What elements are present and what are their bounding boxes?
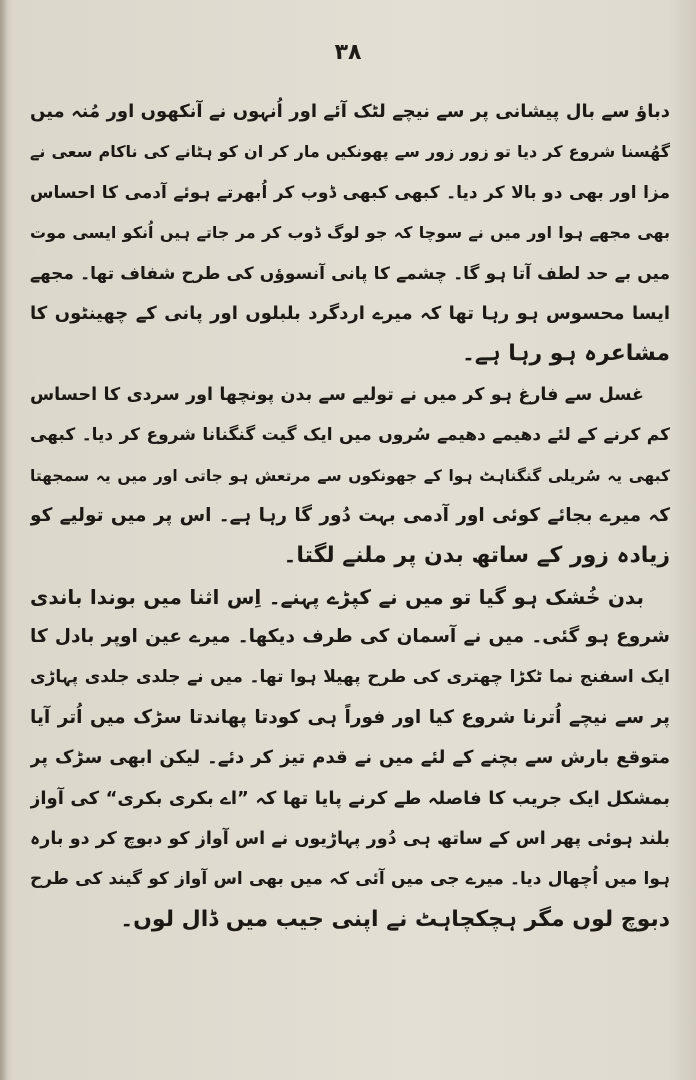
page-body-text [30, 92, 670, 940]
text-line: مزا اور بھی دو بالا کر دیا۔ کبھی کبھی ڈوب کر اُبھرتے ہوئے آدمی کا احساس [30, 182, 670, 203]
text-line: بھی مجھے ہوا اور میں نے سوچا کہ جو لوگ ڈوب کر مر جاتے ہیں اُنکو ایسی موت [30, 223, 670, 243]
text-line: ہوا میں اُچھال دیا۔ میرے جی میں آئی کہ میں بھی اس آواز کو گیند کی طرح [30, 869, 670, 890]
text-line: ایک اسفنج نما ٹکڑا چھتری کی طرح پھیلا ہوا تھا۔ میں نے جلدی جلدی پہاڑی [30, 667, 670, 688]
page-edge-shadow [0, 0, 8, 1080]
text-line: بلند ہوئی پھر اس کے ساتھ ہی دُور پہاڑیوں نے اس آواز کو دبوچ کر دو بارہ [30, 829, 670, 850]
text-line: میں بے حد لطف آتا ہو گا۔ چشمے کا پانی آنسوؤں کی طرح شفاف تھا۔ مجھے [30, 263, 670, 284]
text-line: بدن خُشک ہو گیا تو میں نے کپڑے پہنے۔ اِس اثنا میں بوندا باندی [30, 584, 644, 609]
text-line: متوقع بارش سے بچنے کے لئے میں نے قدم تیز کر دئے۔ لیکن ابھی سڑک پر [30, 747, 670, 769]
text-line: گھُسنا شروع کر دیا تو زور زور سے پھونکیں مار کر ان کو ہٹانے کی ناکام سعی نے [30, 142, 670, 162]
text-line: کم کرنے کے لئے دھیمے دھیمے سُروں میں ایک گیت گنگنانا شروع کر دیا۔ کبھی [30, 425, 670, 446]
text-line: کبھی یہ سُریلی گنگناہٹ ہوا کے جھونکوں سے مرتعش ہو جاتی اور میں یہ سمجھتا [30, 466, 670, 485]
text-line: شروع ہو گئی۔ میں نے آسمان کی طرف دیکھا۔ میرے عین اوپر بادل کا [30, 626, 670, 648]
text-line: دباؤ سے بال پیشانی پر سے نیچے لٹک آئے اور اُنہوں نے آنکھوں اور مُنہ میں [30, 101, 670, 122]
text-line: ایسا محسوس ہو رہا تھا کہ میرے اردگرد بلبلوں اور پانی کے چھینٹوں کا [30, 302, 670, 324]
text-line: پر سے نیچے اُترنا شروع کیا اور فوراً ہی کودتا پھاندتا سڑک میں اُتر آیا [30, 706, 670, 728]
page-number: ۳۸ [334, 40, 362, 65]
text-line: دبوچ لوں مگر ہچکچاہٹ نے اپنی جیب میں ڈال لوں۔ [120, 906, 670, 932]
text-line: کہ میرے بجائے کوئی اور آدمی بہت دُور گا رہا ہے۔ اس پر میں تولیے کو [30, 504, 670, 526]
text-line: غسل سے فارغ ہو کر میں نے تولیے سے بدن پونچھا اور سردی کا احساس [30, 384, 644, 405]
text-line: بمشکل ایک جریب کا فاصلہ طے کرنے پایا تھا کہ ”اے بکری بکری“ کی آواز [30, 787, 670, 809]
text-line: مشاعرہ ہو رہا ہے۔ [461, 341, 670, 367]
text-line: زیادہ زور کے ساتھ بدن پر ملنے لگتا۔ [283, 543, 670, 569]
